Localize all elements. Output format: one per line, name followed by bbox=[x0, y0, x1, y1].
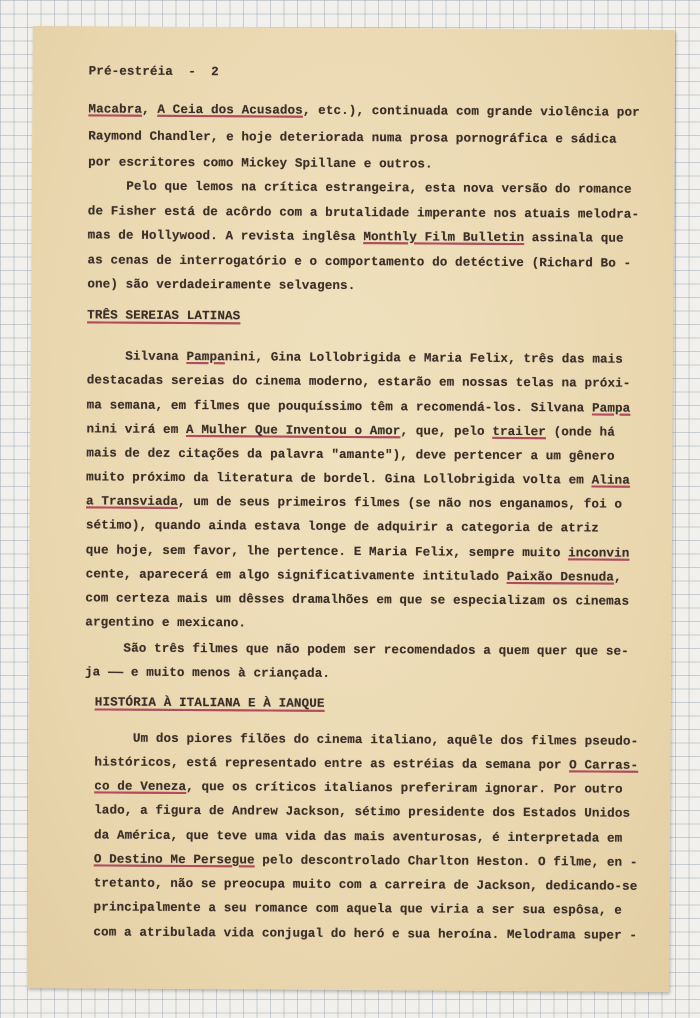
page-body bbox=[31, 26, 675, 943]
underlined-title: Pampa bbox=[591, 401, 631, 416]
underlined-title: a Transviada bbox=[85, 494, 178, 509]
text-line: ma semana, em filmes que pouquíssimo têm a recomendá-los. Silvana Pampa bbox=[86, 398, 631, 416]
text-line: mas de Hollywood. A revista inglêsa Monthly Film Bulletin assinala que bbox=[87, 228, 624, 246]
text-line: argentino e mexicano. bbox=[85, 615, 247, 631]
text-line: históricos, está representado entre as estréias da semana por O Carras- bbox=[94, 755, 639, 773]
underlined-title: Monthly Film Bulletin bbox=[363, 230, 525, 246]
text-line: destacadas sereias do cinema moderno, estarão em nossas telas na próxi- bbox=[86, 373, 631, 391]
underlined-title: O Destino Me Persegue bbox=[93, 852, 255, 868]
text-line: de Fisher está de acôrdo com a brutalidade imperante nos atuais melodra- bbox=[87, 204, 640, 222]
typewritten-page bbox=[27, 26, 675, 992]
section-heading-historia: HISTÓRIA À ITALIANA E À IANQUE bbox=[94, 695, 325, 711]
text-line: ja —— e muito menos à criançada. bbox=[84, 665, 331, 681]
text-line: one) são verdadeiramente selvagens. bbox=[87, 277, 356, 294]
section-heading-tres-sereias: TRÊS SEREIAS LATINAS bbox=[87, 308, 241, 324]
text-line: São três filmes que não podem ser recomendados a quem quer que se- bbox=[85, 641, 629, 659]
underlined-title: inconvin bbox=[568, 546, 630, 561]
text-line: O Destino Me Persegue pelo descontrolado Charlton Heston. O filme, en - bbox=[93, 852, 638, 870]
text-line: tretanto, não se preocupa muito com a carreira de Jackson, dedicando-se bbox=[93, 876, 638, 894]
text-line: cente, aparecerá em algo significativamente intitulado Paixão Desnuda, bbox=[85, 567, 622, 585]
underlined-title: co de Veneza bbox=[94, 779, 187, 794]
underlined-title: Paixão Desnuda bbox=[506, 569, 615, 585]
text-line: mais de dez citações da palavra "amante"), deve pertencer a um gênero bbox=[86, 446, 615, 464]
page-header: Pré-estréia - 2 bbox=[88, 64, 219, 80]
underlined-title: trailer bbox=[492, 424, 546, 440]
underlined-title: Macabra bbox=[88, 102, 143, 117]
underlined-title: Pampa bbox=[186, 349, 225, 365]
text-line: a Transviada, um de seus primeiros filmes (se não nos enganamos, foi o bbox=[85, 494, 623, 512]
text-line: por escritores como Mickey Spillane e outros. bbox=[88, 155, 433, 172]
text-line: Um dos piores filões do cinema italiano, aquêle dos filmes pseudo- bbox=[94, 731, 639, 749]
text-line: principalmente a seu romance com aquela que viria a ser sua espôsa, e bbox=[93, 900, 622, 918]
text-line: co de Veneza, que os críticos italianos preferiram ignorar. Por outro bbox=[94, 779, 623, 797]
underlined-title: A Mulher Que Inventou o Amor bbox=[185, 422, 401, 439]
text-line: com a atribulada vida conjugal do heró e sua heroína. Melodrama super - bbox=[93, 925, 638, 943]
underlined-title: A Ceia dos Acusados bbox=[157, 102, 303, 118]
text-line: muito próximo da literatura de bordel. Gina Lollobrigida volta em Alina bbox=[86, 470, 630, 488]
text-line: que hoje, sem favor, lhe pertence. E Maria Felix, sempre muito inconvin bbox=[85, 543, 630, 561]
text-line: as cenas de interrogatório e o comportamento do detéctive (Richard Bo - bbox=[87, 253, 632, 271]
text-line: da América, que teve uma vida das mais aventurosas, é interpretada em bbox=[93, 828, 623, 846]
text-line: Raymond Chandler, e hoje deteriorada numa prosa pornográfica e sádica bbox=[88, 129, 617, 147]
text-line: sétimo), quando ainda estava longe de adquirir a categoria de atriz bbox=[85, 518, 599, 536]
underlined-title: Alina bbox=[591, 473, 630, 488]
text-line: lado, a figura de Andrew Jackson, sétimo presidente dos Estados Unidos bbox=[94, 803, 631, 821]
text-line: Macabra, A Ceia dos Acusados, etc.), continuada com grande violência por bbox=[88, 102, 640, 120]
text-line: Pelo que lemos na crítica estrangeira, esta nova versão do romance bbox=[87, 179, 632, 197]
underlined-title: O Carras- bbox=[569, 758, 639, 773]
intro-paragraph bbox=[32, 96, 675, 294]
text-line: Silvana Pampanini, Gina Lollobrigida e Maria Felix, três das mais bbox=[86, 349, 624, 367]
text-line: nini virá em A Mulher Que Inventou o Amor, que, pelo trailer (onde há bbox=[86, 422, 615, 440]
text-line: com certeza mais um dêsses dramalhões em que se especializam os cinemas bbox=[85, 591, 630, 609]
